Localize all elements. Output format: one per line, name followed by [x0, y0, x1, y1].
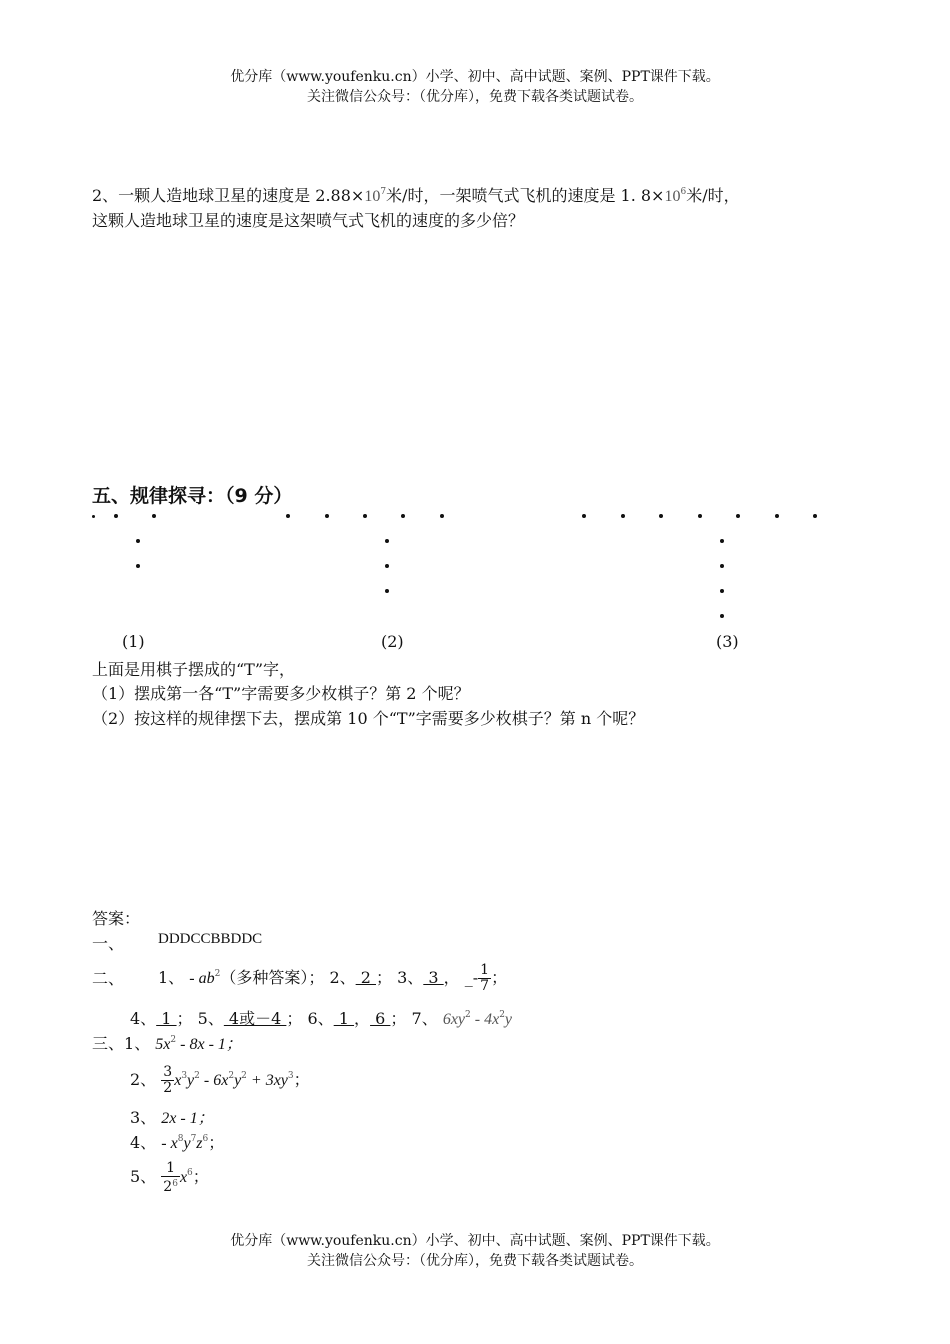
answer-3-1-term-b: - 8x - 1；	[176, 1036, 242, 1053]
answer-3-4-term-b: y	[183, 1135, 191, 1152]
answer-2-6-sep: ；	[390, 1009, 407, 1028]
question-2-suffix: 米/时，	[686, 186, 740, 205]
answer-2-3-numerator: 1	[480, 962, 490, 978]
chess-piece	[720, 589, 724, 593]
answer-3-2-term-e: + 3xy	[246, 1072, 288, 1089]
answers-two-line-1	[158, 958, 507, 998]
chess-piece	[286, 514, 290, 518]
figure-label-3: (3)	[716, 632, 739, 651]
answer-2-7-exp-a: 2	[465, 1010, 471, 1020]
answer-3-2-numerator: 3	[163, 1064, 173, 1080]
question-2-middle: 米/时，一架喷气式飞机的速度是 1. 8×	[386, 186, 665, 205]
answer-2-3-value: 3	[423, 968, 444, 987]
answer-2-7-number: 7、	[411, 1009, 438, 1028]
section-5-q1: （1）摆成第一各“T”字需要多少枚棋子？第 2 个呢？	[92, 684, 470, 703]
answer-3-5-numerator: 1	[161, 1161, 180, 1177]
answers-three-line-1	[92, 1031, 242, 1054]
answer-3-2-exp-d: 2	[241, 1071, 247, 1081]
answer-3-3-expr: 2x - 1；	[161, 1110, 214, 1127]
answer-2-3-fraction	[478, 963, 491, 994]
answer-2-3-end: ；	[491, 968, 508, 987]
answer-2-3-neg: _-	[464, 968, 479, 987]
answer-3-3-number: 3、	[130, 1108, 157, 1127]
answer-3-4-end: ；	[208, 1133, 225, 1152]
answers-two-label: 二、	[92, 969, 125, 988]
answer-3-5-den-base: 2	[163, 1178, 173, 1195]
answer-2-2-sep: ；	[376, 968, 393, 987]
question-2-line-2: 这颗人造地球卫星的速度是这架喷气式飞机的速度的多少倍？	[92, 211, 525, 230]
answer-3-2-term-d: y	[234, 1072, 242, 1089]
answer-3-5-fraction	[161, 1161, 180, 1195]
question-2-base-1: 10	[364, 188, 381, 205]
chess-piece	[813, 514, 817, 518]
header-line-1: 优分库（www.youfenku.cn）小学、初中、高中试题、案例、PPT课件下载。	[230, 69, 720, 85]
answer-2-3-denominator: 7	[480, 978, 490, 994]
answer-3-5-exp-a: 6	[187, 1168, 193, 1178]
chess-piece	[152, 514, 156, 518]
answer-3-2-term-c: - 6x	[199, 1072, 229, 1089]
answer-3-4-term-a: - x	[161, 1135, 178, 1152]
answer-3-2-denominator: 2	[163, 1080, 173, 1096]
answer-3-5-term-a: x	[179, 1169, 188, 1186]
chess-piece	[736, 514, 740, 518]
answer-2-6-value-1: 1	[333, 1009, 355, 1028]
answer-3-2-term-b: y	[187, 1072, 195, 1089]
answer-3-1-term-a: 5x	[155, 1036, 171, 1053]
answer-2-6-number: 6、	[307, 1009, 334, 1028]
chess-piece	[363, 514, 367, 518]
answer-2-1-note: （多种答案）；	[220, 968, 325, 987]
question-2-exp-1: 7	[380, 187, 387, 197]
answer-2-3-sep: ，	[443, 968, 460, 987]
question-2-base-2: 10	[664, 188, 681, 205]
answer-3-2-number: 2、	[130, 1070, 157, 1089]
answers-two-line-2	[130, 1006, 512, 1029]
answer-2-3-number: 3、	[397, 968, 424, 987]
header-line-2: 关注微信公众号：（优分库），免费下载各类试题试卷。	[307, 89, 643, 105]
answer-2-7-term-c: y	[504, 1011, 513, 1028]
answer-2-1-expr: - ab	[189, 970, 215, 987]
chess-piece	[385, 564, 389, 568]
answer-3-5-end: ；	[192, 1167, 209, 1186]
answer-2-2-number: 2、	[329, 968, 356, 987]
answers-three-label: 三、	[92, 1034, 125, 1053]
answer-3-5-number: 5、	[130, 1167, 157, 1186]
question-2-exp-2: 6	[680, 187, 687, 197]
question-2-line-1	[92, 183, 740, 206]
answer-3-4-exp-b: 7	[190, 1134, 197, 1144]
answers-three-line-3	[130, 1105, 214, 1128]
answers-three-line-5	[130, 1153, 209, 1199]
question-2-prefix: 2、一颗人造地球卫星的速度是 2.88×	[92, 186, 365, 205]
answer-3-4-number: 4、	[130, 1133, 157, 1152]
chess-piece	[720, 614, 724, 618]
answer-3-2-exp-c: 2	[228, 1071, 235, 1081]
section-5-q2: （2）按这样的规律摆下去，摆成第 10 个“T”字需要多少枚棋子？第 n 个呢？	[92, 709, 645, 728]
answer-3-4-exp-c: 6	[202, 1134, 209, 1144]
chess-piece	[582, 514, 586, 518]
answer-2-1-exp: 2	[214, 969, 221, 979]
answer-2-7-term-b: - 4x	[470, 1011, 500, 1028]
answer-3-2-end: ；	[293, 1070, 310, 1089]
answer-2-4-value: 1	[156, 1009, 177, 1028]
chess-piece	[136, 564, 140, 568]
answer-2-5-sep: ；	[286, 1009, 303, 1028]
chess-piece	[325, 514, 329, 518]
answer-3-4-term-c: z	[196, 1135, 203, 1152]
answer-3-2-exp-e: 3	[287, 1071, 294, 1081]
answer-2-6-comma: ，	[354, 1009, 371, 1028]
footer-line-2: 关注微信公众号：（优分库），免费下载各类试题试卷。	[307, 1253, 643, 1269]
answer-3-2-exp-a: 3	[181, 1071, 188, 1081]
answer-2-7-exp-b: 2	[499, 1010, 505, 1020]
answer-3-4-exp-a: 8	[177, 1134, 184, 1144]
answer-3-1-exp-a: 2	[170, 1035, 177, 1045]
answer-3-5-denominator	[161, 1177, 180, 1195]
answer-3-2-fraction	[161, 1065, 174, 1096]
answer-3-5-den-exp: 6	[172, 1178, 178, 1189]
chess-piece	[114, 514, 118, 518]
chess-piece	[720, 539, 724, 543]
chess-piece	[92, 515, 95, 518]
answer-2-2-value: 2	[355, 968, 376, 987]
figure-label-2: (2)	[381, 632, 404, 651]
chess-piece	[621, 514, 625, 518]
answer-2-1-number: 1、	[158, 968, 185, 987]
answer-3-1-number: 1、	[124, 1034, 151, 1053]
answers-three-line-2	[130, 1058, 310, 1102]
chess-piece	[775, 514, 779, 518]
footer-line-1: 优分库（www.youfenku.cn）小学、初中、高中试题、案例、PPT课件下载。	[230, 1233, 720, 1249]
chess-piece	[385, 539, 389, 543]
section-5-desc: 上面是用棋子摆成的“T”字，	[92, 660, 296, 679]
answers-title: 答案：	[92, 909, 141, 928]
section-5-title: 五、规律探寻：（9 分）	[92, 485, 293, 507]
chess-piece	[659, 514, 663, 518]
answer-3-2-term-a: x	[174, 1072, 182, 1089]
chess-piece	[401, 514, 405, 518]
answer-2-5-number: 5、	[197, 1009, 224, 1028]
answers-one-label: 一、	[92, 934, 125, 953]
chess-piece	[440, 514, 444, 518]
figure-label-1: (1)	[122, 632, 145, 651]
answers-one-value: DDDCCBBDDC	[158, 931, 263, 947]
answer-3-2-exp-b: 2	[194, 1071, 200, 1081]
chess-piece	[720, 564, 724, 568]
answer-2-4-number: 4、	[130, 1009, 157, 1028]
answer-2-7-term-a: 6xy	[442, 1011, 466, 1028]
chess-piece	[385, 589, 389, 593]
chess-piece	[136, 539, 140, 543]
answer-2-6-value-2: 6	[370, 1009, 391, 1028]
answers-three-line-4	[130, 1130, 224, 1153]
chess-piece	[698, 514, 702, 518]
answer-2-5-value: 4或－4	[223, 1009, 287, 1028]
answer-2-4-sep: ；	[176, 1009, 193, 1028]
